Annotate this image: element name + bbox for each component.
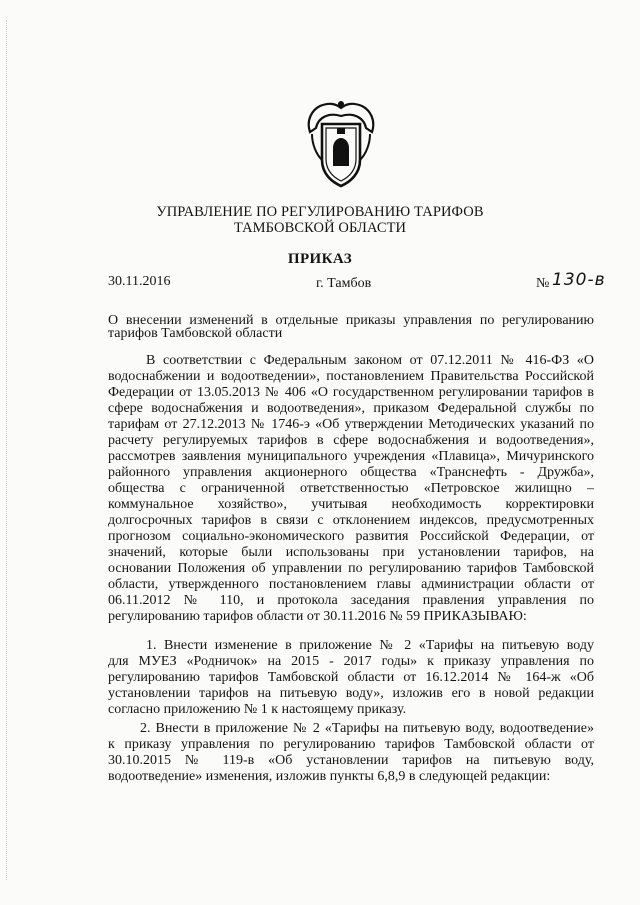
- preamble-line: рассмотрев заявления муниципального учреждения «Плавица», Мичуринского: [108, 449, 594, 464]
- preamble-line: расчету регулируемых тарифов в сфере водоснабжения и водоотведения»,: [108, 433, 594, 448]
- subject-line: тарифов Тамбовской области: [108, 326, 283, 341]
- item-1-line: для МУЕЗ «Родничок» на 2015 - 2017 годы» к приказу управления по: [108, 654, 594, 669]
- item-2-line: водоотведение» изменения, изложив пункты 6,8,9 в следующей редакции:: [108, 769, 551, 784]
- order-number-handwritten: 130-в: [552, 270, 606, 290]
- item-2-line: к приказу управления по регулированию тарифов Тамбовской области от: [108, 737, 594, 752]
- order-date: 30.11.2016: [108, 274, 171, 289]
- order-number-label: №: [536, 276, 550, 291]
- preamble-line: долгосрочных тарифов в связи с отклонением индексов, предусмотренных: [108, 513, 594, 528]
- item-2-line: 30.10.2015 № 119-в «Об установлении тарифов на питьевую воду,: [108, 753, 594, 768]
- preamble-line: В соответствии с Федеральным законом от 07.12.2011 № 416-ФЗ «О: [146, 353, 594, 368]
- item-2-line: 2. Внести в приложение № 2 «Тарифы на питьевую воду, водоотведение»: [140, 721, 594, 736]
- preamble-line: Федерации от 13.05.2013 № 406 «О государственном регулировании тарифов в: [108, 385, 594, 400]
- authority-name-line-1: УПРАВЛЕНИЕ ПО РЕГУЛИРОВАНИЮ ТАРИФОВ: [156, 204, 484, 220]
- preamble-line: общества с ограниченной ответственностью «Петровское жилищно –: [108, 481, 594, 496]
- preamble-line: прогнозом социально-экономического развития Российской Федерации, от: [108, 529, 594, 544]
- order-place: г. Тамбов: [316, 276, 372, 291]
- preamble-line: коммунальное хозяйство», учитывая необходимость корректировки: [108, 497, 594, 512]
- preamble-line: регулированию тарифов области от 30.11.2016 № 59 ПРИКАЗЫВАЮ:: [108, 609, 527, 624]
- preamble-line: основании Положения об управлении по регулированию тарифов Тамбовской: [108, 561, 594, 576]
- subject-line: О внесении изменений в отдельные приказы управления по регулированию: [108, 313, 594, 328]
- item-1-line: установлении тарифов на питьевую воду», изложив его в новой редакции: [108, 686, 594, 701]
- preamble-line: районного управления акционерного общества «Транснефть - Дружба»,: [108, 465, 594, 480]
- item-1-line: 1. Внести изменение в приложение № 2 «Тарифы на питьевую воду: [146, 638, 594, 653]
- authority-name-line-2: ТАМБОВСКОЙ ОБЛАСТИ: [233, 220, 407, 236]
- item-1-line: согласно приложению № 1 к настоящему приказу.: [108, 702, 407, 717]
- preamble-line: тарифам от 27.12.2013 № 1746-э «Об утверждении Методических указаний по: [108, 417, 594, 432]
- preamble-line: значений, которые были использованы при установлении тарифов, на: [108, 545, 594, 560]
- preamble-line: 06.11.2012 № 110, и протокола заседания правления управления по: [108, 593, 594, 608]
- coat-of-arms-emblem: [302, 98, 380, 188]
- preamble-line: области, утвержденного постановлением главы администрации области от: [108, 577, 594, 592]
- preamble-line: водоснабжении и водоотведении», постановлением Правительства Российской: [108, 369, 594, 384]
- item-1-line: регулированию тарифов Тамбовской области от 16.12.2014 № 164-ж «Об: [108, 670, 594, 685]
- document-type-title: ПРИКАЗ: [287, 251, 353, 267]
- scan-margin-artifact: [6, 20, 17, 880]
- preamble-line: сфере водоснабжения и водоотведения», приказом Федеральной службы по: [108, 401, 594, 416]
